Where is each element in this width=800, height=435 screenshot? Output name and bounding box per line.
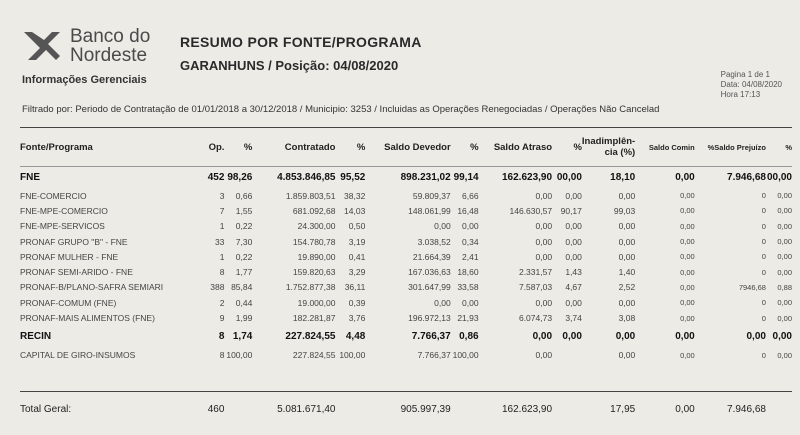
group-row-fne — [20, 166, 792, 188]
cell-comin-pct — [695, 310, 715, 325]
report-date: Data: 04/08/2020 — [720, 80, 782, 89]
cell-prejuizo: 0 — [761, 267, 766, 277]
cell-op: 388 — [210, 282, 225, 293]
cell-saldo-atraso-pct: 90,17 — [560, 205, 582, 216]
cell-prejuizo: 0 — [761, 252, 766, 262]
cell-contratado: 24.300,00 — [297, 221, 336, 232]
cell-comin-pct — [695, 219, 715, 234]
cell-op: 8 — [219, 350, 225, 361]
cell-prejuizo: 0 — [761, 221, 766, 231]
cell-op: 3 — [219, 190, 225, 201]
column-header-row — [20, 128, 792, 166]
cell-op-pct: 98,26 — [227, 171, 253, 183]
table-row — [20, 310, 792, 325]
cell-comin-pct — [695, 203, 715, 218]
cell-saldo-atraso: 0,00 — [535, 297, 553, 308]
cell-inadimplencia: 0,00 — [618, 350, 636, 361]
cell-saldo-atraso: 0,00 — [532, 331, 553, 343]
cell-saldo-devedor-pct: 100,00 — [452, 350, 479, 361]
cell-prejuizo-pct: 0,00 — [777, 221, 792, 231]
cell-prejuizo: 7.946,68 — [727, 171, 766, 183]
table-row — [20, 264, 792, 279]
cell-saldo-devedor: 7.766,37 — [411, 331, 451, 343]
cell-saldo-devedor: 898.231,02 — [400, 171, 451, 183]
cell-contratado: 154.780,78 — [292, 236, 336, 247]
table-row — [20, 295, 792, 310]
report-time: Hora 17:13 — [720, 90, 761, 99]
cell-saldo-atraso: 162.623,90 — [502, 171, 553, 183]
cell-comin-pct — [695, 348, 715, 363]
cell-saldo-atraso: 2.331,57 — [518, 267, 553, 278]
cell-saldo-devedor: 0,00 — [434, 221, 451, 232]
cell-contratado: 1.859.803,51 — [285, 190, 336, 201]
cell-name: CAPITAL DE GIRO-INSUMOS — [20, 350, 136, 361]
col-op: Op. — [208, 141, 225, 153]
col-contratado: Contratado — [284, 141, 336, 153]
cell-saldo-atraso-pct: 0,00 — [565, 297, 582, 308]
cell-contratado-pct: 36,11 — [344, 282, 366, 293]
table-row — [20, 234, 792, 249]
cell-contratado-pct: 3,76 — [348, 313, 366, 324]
cell-comin: 0,00 — [680, 206, 695, 216]
total-saldo-atraso: 162.623,90 — [502, 404, 553, 416]
logo-line-1: Banco do — [70, 26, 151, 47]
cell-prejuizo: 0 — [761, 313, 766, 323]
col-saldo-devedor-pct: % — [470, 141, 479, 153]
cell-inadimplencia: 0,00 — [618, 190, 636, 201]
cell-inadimplencia: 2,52 — [618, 282, 636, 293]
total-inadimplencia: 17,95 — [610, 404, 636, 416]
cell-comin: 0,00 — [675, 171, 695, 183]
cell-op: 452 — [207, 171, 225, 183]
total-label: Total Geral: — [20, 404, 72, 416]
col-op-pct: % — [243, 141, 253, 153]
cell-contratado-pct: 100,00 — [339, 350, 366, 361]
cell-saldo-devedor: 0,00 — [434, 297, 451, 308]
cell-saldo-devedor-pct: 18,60 — [457, 267, 479, 278]
cell-op-pct: 1,55 — [235, 205, 253, 216]
cell-prejuizo-pct: 0,00 — [777, 252, 792, 262]
cell-saldo-atraso-pct — [552, 348, 582, 363]
cell-prejuizo-pct: 0,00 — [777, 298, 792, 308]
table-row — [20, 249, 792, 264]
cell-name: PRONAF-COMUM (FNE) — [20, 297, 117, 308]
cell-contratado: 681.092,68 — [292, 205, 336, 216]
page-info — [721, 70, 782, 100]
col-saldo-prejuizo-pct: % — [785, 142, 792, 152]
bank-logo — [20, 26, 150, 66]
table-row — [20, 219, 792, 234]
cell-comin: 0,00 — [680, 282, 695, 292]
cell-saldo-devedor: 7.766,37 — [417, 350, 451, 361]
cell-prejuizo-pct: 0,00 — [777, 191, 792, 201]
cell-inadimplencia: 0,00 — [618, 221, 636, 232]
cell-inadimplencia: 0,00 — [615, 331, 636, 343]
cell-comin-pct — [695, 326, 715, 348]
cell-prejuizo: 7946,68 — [738, 282, 766, 292]
cell-saldo-devedor-pct: 6,66 — [462, 190, 479, 201]
cell-inadimplencia: 1,40 — [618, 267, 636, 278]
cell-op: 7 — [219, 205, 225, 216]
col-saldo-atraso-pct: % — [573, 141, 582, 153]
cell-prejuizo-pct: 0,00 — [777, 350, 792, 360]
cell-comin: 0,00 — [680, 267, 695, 277]
cell-contratado-pct: 0,41 — [348, 251, 366, 262]
cell-op-pct: 1,74 — [232, 331, 253, 343]
cell-prejuizo: 0 — [761, 191, 766, 201]
cell-saldo-devedor: 21.664,39 — [412, 251, 451, 262]
col-contratado-pct: % — [356, 141, 366, 153]
cell-op-pct: 0,44 — [235, 297, 253, 308]
cell-comin-pct — [695, 166, 715, 188]
cell-saldo-devedor: 148.061,99 — [408, 205, 451, 216]
cell-saldo-devedor-pct: 0,34 — [462, 236, 479, 247]
filter-text: Filtrado por: Periodo de Contratação de 01/01/2018 a 30/12/2018 / Municipio: 3253 / Incluidas as Operações Renegociadas / Operações Não Cancelad — [22, 104, 660, 115]
total-comin: 0,00 — [675, 404, 695, 416]
cell-op-pct: 0,66 — [235, 190, 253, 201]
cell-contratado: 227.824,55 — [285, 331, 336, 343]
cell-comin-pct — [695, 188, 715, 203]
cell-saldo-atraso-pct: 0,00 — [565, 251, 582, 262]
cell-saldo-devedor: 196.972,13 — [408, 313, 451, 324]
cell-prejuizo-pct: 0,00 — [777, 237, 792, 247]
left-subtitle: Informações Gerenciais — [22, 74, 147, 86]
cell-saldo-atraso: 0,00 — [535, 251, 553, 262]
col-saldo-comin: Saldo Comin — [648, 142, 695, 152]
cell-saldo-devedor-pct: 0,00 — [462, 297, 479, 308]
cell-op: 33 — [214, 236, 225, 247]
cell-name: PRONAF SEMI-ARIDO - FNE — [20, 267, 133, 278]
cell-name: PRONAF-B/PLANO-SAFRA SEMIARI — [20, 282, 164, 293]
cell-saldo-atraso: 0,00 — [535, 236, 553, 247]
cell-contratado-pct: 3,29 — [348, 267, 366, 278]
total-op: 460 — [207, 404, 225, 416]
report-subtitle: GARANHUNS / Posição: 04/08/2020 — [180, 58, 399, 73]
cell-saldo-devedor-pct: 16,48 — [457, 205, 479, 216]
cell-saldo-devedor-pct: 0,86 — [459, 331, 479, 343]
cell-prejuizo-pct: 00,00 — [766, 171, 792, 183]
spacer-row — [20, 363, 792, 383]
cell-op: 8 — [219, 267, 225, 278]
cell-prejuizo: 0 — [761, 206, 766, 216]
cell-inadimplencia: 3,08 — [618, 313, 636, 324]
cell-prejuizo-pct: 0,88 — [777, 282, 792, 292]
cell-op-pct: 100,00 — [226, 350, 253, 361]
cell-op: 2 — [219, 297, 225, 308]
cell-op-pct: 85,84 — [231, 282, 253, 293]
cell-saldo-atraso: 7.587,03 — [518, 282, 553, 293]
cell-saldo-atraso-pct: 4,67 — [565, 282, 582, 293]
cell-inadimplencia: 0,00 — [618, 236, 636, 247]
group-row-recin — [20, 326, 792, 348]
col-inadimplencia: Inadimplên-cia (%) — [581, 136, 636, 158]
cell-saldo-atraso-pct: 0,00 — [565, 236, 582, 247]
cell-op: 9 — [219, 313, 225, 324]
table-row — [20, 280, 792, 295]
col-saldo-atraso: Saldo Atraso — [493, 141, 553, 153]
cell-saldo-atraso-pct: 0,00 — [565, 221, 582, 232]
cell-saldo-devedor: 301.647,99 — [408, 282, 451, 293]
cell-comin: 0,00 — [680, 298, 695, 308]
cell-comin: 0,00 — [680, 221, 695, 231]
cell-contratado-pct: 38,32 — [344, 190, 366, 201]
bank-logo-icon — [20, 26, 64, 66]
cell-saldo-devedor-pct: 21,93 — [457, 313, 479, 324]
total-row — [20, 383, 792, 427]
cell-saldo-devedor-pct: 0,00 — [462, 221, 479, 232]
cell-saldo-devedor: 167.036,63 — [408, 267, 451, 278]
cell-contratado: 1.752.877,38 — [285, 282, 336, 293]
cell-saldo-atraso-pct: 1,43 — [565, 267, 582, 278]
cell-saldo-atraso: 0,00 — [535, 190, 553, 201]
table-row — [20, 203, 792, 218]
cell-comin: 0,00 — [680, 313, 695, 323]
cell-prejuizo: 0 — [761, 350, 766, 360]
cell-op-pct: 0,22 — [235, 221, 253, 232]
cell-saldo-devedor-pct: 33,58 — [457, 282, 479, 293]
cell-prejuizo-pct: 0,00 — [777, 313, 792, 323]
logo-line-2: Nordeste — [70, 45, 148, 66]
cell-comin: 0,00 — [680, 350, 695, 360]
cell-comin-pct — [695, 249, 715, 264]
cell-inadimplencia: 99,03 — [613, 205, 636, 216]
cell-name: PRONAF GRUPO "B" - FNE — [20, 236, 128, 247]
cell-name: FNE-MPE-COMERCIO — [20, 205, 108, 216]
cell-saldo-atraso: 6.074,73 — [518, 313, 553, 324]
col-saldo-comin-pct: % — [707, 142, 715, 152]
cell-comin: 0,00 — [680, 252, 695, 262]
cell-contratado-pct: 3,19 — [348, 236, 366, 247]
cell-prejuizo-pct: 0,00 — [772, 331, 792, 343]
group-name: RECIN — [20, 331, 52, 343]
col-saldo-prejuizo: Saldo Prejuízo — [714, 142, 766, 152]
cell-saldo-devedor-pct: 2,41 — [462, 251, 479, 262]
total-saldo-devedor: 905.997,39 — [400, 404, 451, 416]
cell-contratado-pct: 95,52 — [340, 171, 366, 183]
group-name: FNE — [20, 171, 40, 183]
col-fonte: Fonte/Programa — [20, 141, 93, 153]
cell-inadimplencia: 0,00 — [618, 297, 636, 308]
cell-name: PRONAF-MAIS ALIMENTOS (FNE) — [20, 313, 155, 324]
cell-contratado: 19.890,00 — [297, 251, 336, 262]
table-row — [20, 348, 792, 363]
cell-contratado-pct: 0,39 — [348, 297, 366, 308]
cell-op: 1 — [219, 251, 225, 262]
cell-comin-pct — [695, 295, 715, 310]
cell-op: 8 — [218, 331, 225, 343]
cell-comin: 0,00 — [680, 237, 695, 247]
cell-saldo-atraso: 146.630,57 — [509, 205, 553, 216]
cell-name: FNE-MPE-SERVICOS — [20, 221, 105, 232]
cell-contratado: 182.281,87 — [292, 313, 336, 324]
cell-saldo-atraso-pct: 00,00 — [556, 171, 582, 183]
cell-comin: 0,00 — [675, 331, 695, 343]
cell-saldo-atraso-pct: 0,00 — [565, 190, 582, 201]
total-contratado: 5.081.671,40 — [277, 404, 336, 416]
table-row — [20, 188, 792, 203]
cell-contratado-pct: 14,03 — [344, 205, 366, 216]
cell-prejuizo-pct: 0,00 — [777, 267, 792, 277]
cell-saldo-atraso-pct: 3,74 — [565, 313, 582, 324]
cell-inadimplencia: 0,00 — [618, 251, 636, 262]
cell-op-pct: 7,30 — [235, 236, 253, 247]
cell-saldo-devedor: 59.809,37 — [412, 190, 451, 201]
cell-inadimplencia: 18,10 — [610, 171, 636, 183]
cell-contratado: 19.000,00 — [297, 297, 336, 308]
cell-op: 1 — [219, 221, 225, 232]
cell-comin: 0,00 — [680, 191, 695, 201]
cell-op-pct: 1,99 — [235, 313, 253, 324]
cell-contratado: 227.824,55 — [292, 350, 336, 361]
cell-contratado-pct: 4,48 — [345, 331, 366, 343]
cell-contratado: 4.853.846,85 — [277, 171, 336, 183]
summary-table — [20, 128, 792, 427]
cell-comin-pct — [695, 280, 715, 295]
cell-name: PRONAF MULHER - FNE — [20, 251, 119, 262]
cell-comin-pct — [695, 264, 715, 279]
cell-saldo-atraso: 0,00 — [535, 221, 553, 232]
page-number: Pagina 1 de 1 — [720, 70, 770, 79]
cell-saldo-atraso: 0,00 — [535, 350, 553, 361]
cell-prejuizo: 0 — [761, 298, 766, 308]
col-saldo-devedor: Saldo Devedor — [384, 141, 451, 153]
cell-name: FNE-COMERCIO — [20, 190, 87, 201]
cell-saldo-devedor-pct: 99,14 — [453, 171, 479, 183]
cell-contratado: 159.820,63 — [292, 267, 336, 278]
report-title: RESUMO POR FONTE/PROGRAMA — [180, 34, 422, 50]
cell-prejuizo: 0 — [761, 237, 766, 247]
cell-saldo-atraso-pct: 0,00 — [562, 331, 582, 343]
total-prejuizo: 7.946,68 — [727, 404, 766, 416]
cell-op-pct: 0,22 — [235, 251, 253, 262]
cell-comin-pct — [695, 234, 715, 249]
cell-saldo-devedor: 3.038,52 — [417, 236, 451, 247]
table-body — [20, 166, 792, 427]
cell-contratado-pct: 0,50 — [348, 221, 366, 232]
cell-prejuizo-pct: 0,00 — [777, 206, 792, 216]
cell-prejuizo: 0,00 — [746, 331, 766, 343]
cell-op-pct: 1,77 — [235, 267, 253, 278]
